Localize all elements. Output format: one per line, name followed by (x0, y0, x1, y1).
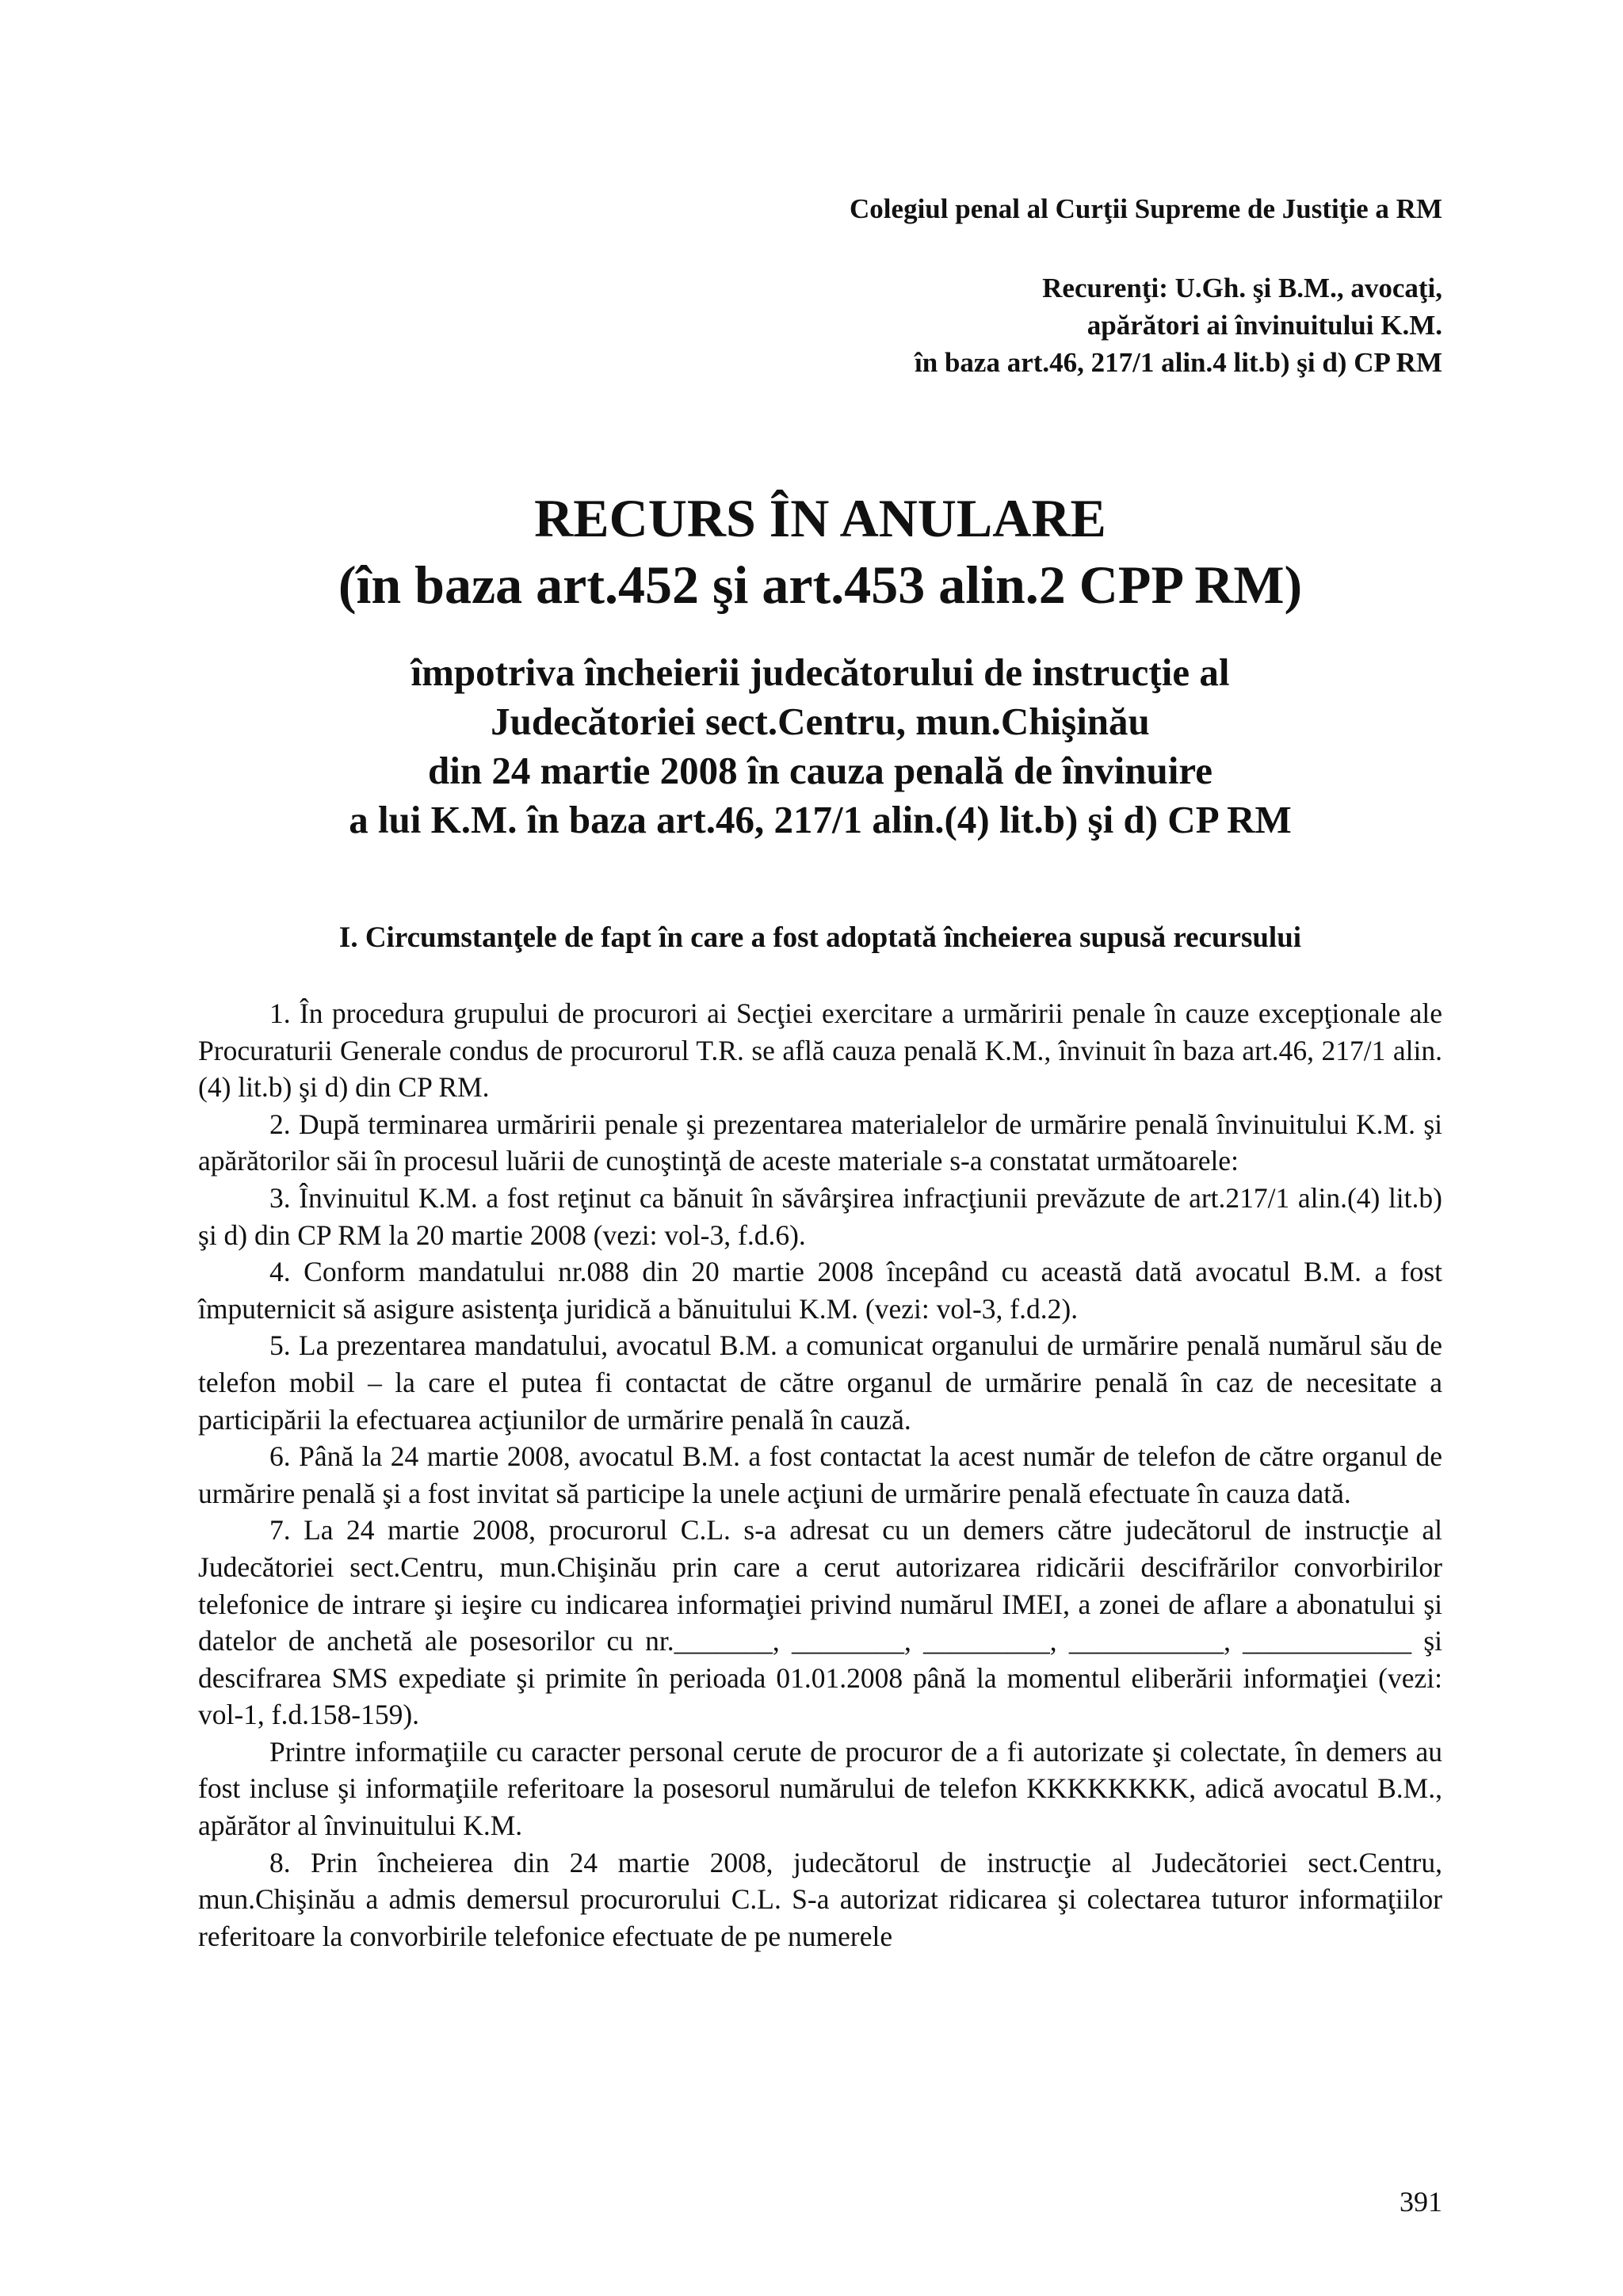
page-number: 391 (1400, 2186, 1442, 2218)
subtitle-line: împotriva încheierii judecătorului de instrucţie al (411, 650, 1230, 694)
document-title (198, 485, 1442, 618)
paragraph: Printre informaţiile cu caracter personal cerute de procuror de a fi autorizate şi colectate, în demers au fost incluse şi informaţiile referitoare la posesorul numărului de telefon KKKKKKKK, adică avocatul B.M., apărător al învinuitului K.M. (198, 1735, 1442, 1842)
paragraph: 7. La 24 martie 2008, procurorul C.L. s-a adresat cu un demers către judecătorul de instrucţie al Judecătoriei sect.Centru, mun.Chişinău prin care a cerut autorizarea ridicării descifrărilor convorbirilor telefonice de intrare şi ieşire cu indicarea informaţiei privind numărul IMEI, a zonei de aflare a abonatului şi datelor de anchetă ale posesorilor cu nr._______, ________, _________, ___________, ____________ şi descifrarea SMS expediate şi primite în perioada 01.01.2008 până la momentul eliberării informaţiei (vezi: vol-1, f.d.158-159). (198, 1514, 1442, 1731)
title-line: (în baza art.452 şi art.453 alin.2 CPP RM) (338, 555, 1303, 615)
addressee: Colegiul penal al Curţii Supreme de Justiţie a RM (850, 193, 1442, 224)
recurenti-block (915, 269, 1442, 381)
paragraph: 8. Prin încheierea din 24 martie 2008, judecătorul de instrucţie al Judecătoriei sect.Centru, mun.Chişinău a admis demersul procurorului C.L. S-a autorizat ridicarea şi colectarea tuturor informaţiilor referitoare la convorbirile telefonice efectuate de pe numerele (198, 1846, 1442, 1952)
paragraph: 5. La prezentarea mandatului, avocatul B.M. a comunicat organului de urmărire penală numărul său de telefon mobil – la care el putea fi contactat de către organul de urmărire penală în caz de necesitate a participării la efectuarea acţiunilor de urmărire penală în cauză. (198, 1329, 1442, 1436)
paragraph: 3. Învinuitul K.M. a fost reţinut ca bănuit în săvârşirea infracţiunii prevăzute de art.217/1 alin.(4) lit.b) şi d) din CP RM la 20 martie 2008 (vezi: vol-3, f.d.6). (198, 1181, 1442, 1251)
paragraph: 6. Până la 24 martie 2008, avocatul B.M. a fost contactat la acest număr de telefon de către organul de urmărire penală şi a fost invitat să participe la unele acţiuni de urmărire penală efectuate în cauza dată. (198, 1440, 1442, 1509)
recurenti-line: în baza art.46, 217/1 alin.4 lit.b) şi d) CP RM (915, 347, 1442, 378)
subtitle-line: din 24 martie 2008 în cauza penală de învinuire (427, 749, 1213, 792)
recurenti-line: apărători ai învinuitului K.M. (1086, 310, 1442, 341)
paragraph: 4. Conform mandatului nr.088 din 20 martie 2008 începând cu această dată avocatul B.M. a fost împuternicit să asigure asistenţa juridică a bănuitului K.M. (vezi: vol-3, f.d.2). (198, 1256, 1442, 1325)
recurenti-line: Recurenţi: U.Gh. şi B.M., avocaţi, (1042, 273, 1442, 303)
body-text (198, 995, 1442, 1955)
title-line: RECURS ÎN ANULARE (534, 488, 1106, 548)
paragraph: 1. În procedura grupului de procurori ai Secţiei exercitare a urmăririi penale în cauze excepţionale ale Procuraturii Generale condus de procurorul T.R. se află cauza penală K.M., învinuit în baza art.46, 217/1 alin.(4) lit.b) şi d) din CP RM. (198, 997, 1442, 1104)
subtitle-line: Judecătoriei sect.Centru, mun.Chişinău (491, 700, 1150, 743)
section-heading: I. Circumstanţele de fapt în care a fost adoptată încheierea supusă recursului (338, 921, 1302, 954)
subtitle-line: a lui K.M. în baza art.46, 217/1 alin.(4) lit.b) şi d) CP RM (349, 798, 1292, 841)
paragraph: 2. După terminarea urmăririi penale şi prezentarea materialelor de urmărire penală învinuitului K.M. şi apărătorilor săi în procesul luării de cunoştinţă de aceste materiale s-a constatat următoarele: (198, 1108, 1442, 1177)
document-subtitle (198, 648, 1442, 845)
